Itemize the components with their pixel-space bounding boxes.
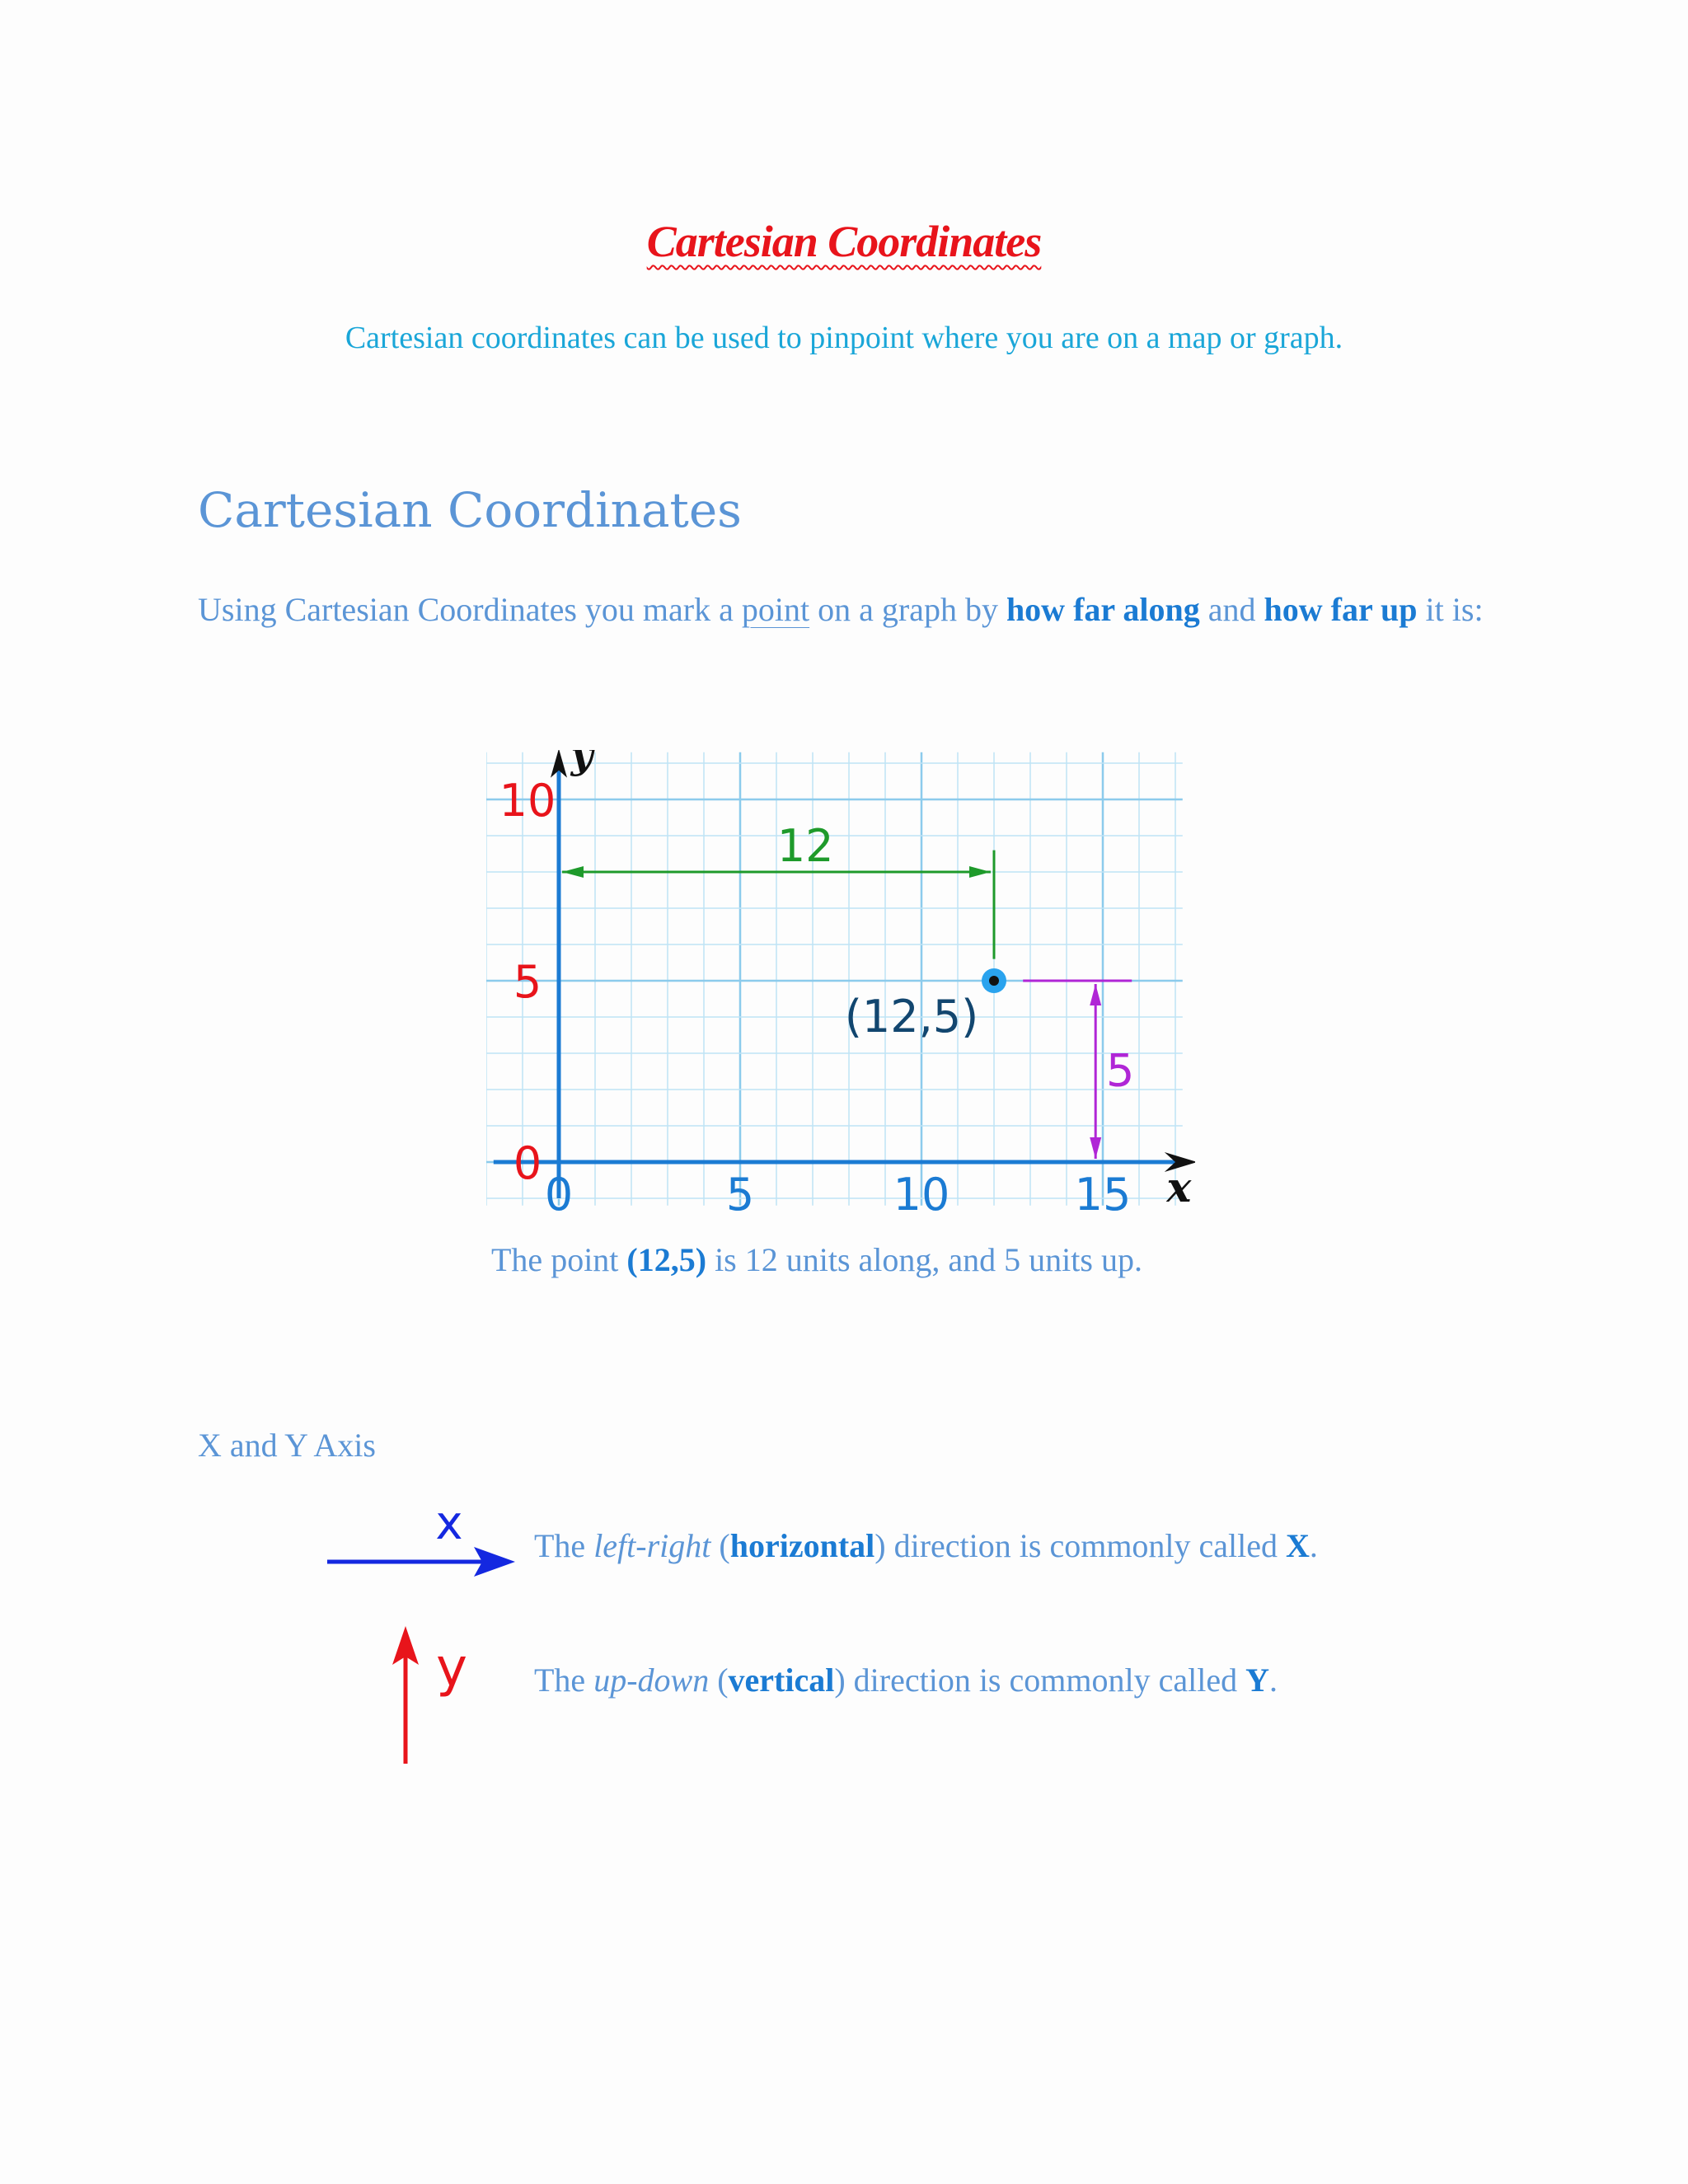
intro-bold-up: how far up [1264,591,1418,628]
along-arrowhead-right [969,866,991,878]
caption-text-2: is 12 units along, and 5 units up. [706,1241,1142,1278]
y-desc-text-1: The [534,1661,594,1699]
axis-heading: X and Y Axis [198,1427,376,1464]
y-desc-text-3: ) direction is commonly called [834,1661,1246,1699]
intro-text-3: and [1199,591,1264,628]
y-tick-label: 0 [513,1137,542,1189]
x-tick-label: 10 [893,1169,950,1221]
x-desc-text-3: ) direction is commonly called [874,1527,1287,1564]
x-tick-label: 5 [725,1169,755,1221]
x-desc-italic: left-right [593,1527,711,1564]
page-subtitle: Cartesian coordinates can be used to pinpoint where you are on a map or graph. [345,321,1343,355]
x-desc-bold: horizontal [729,1527,875,1564]
graph-caption [491,1240,1142,1279]
y-axis-arrow-icon [387,1619,478,1768]
along-arrowhead-left [562,866,584,878]
point-link[interactable]: point [741,591,810,628]
x-desc-text-4: . [1309,1527,1318,1564]
y-tick-label: 10 [499,775,556,827]
x-axis-label: x [1166,1163,1192,1212]
y-desc-text-2: ( [709,1661,729,1699]
coordinate-graph [486,750,1195,1228]
coordinate-graph-svg [486,750,1195,1228]
x-desc-text-2: ( [710,1527,730,1564]
up-arrowhead-bottom [1090,1137,1101,1159]
up-arrowhead-top [1090,984,1101,1005]
intro-text-1: Using Cartesian Coordinates you mark a [198,591,742,628]
y-desc-italic: up-down [593,1661,710,1699]
y-axis-icon-label: y [436,1638,467,1699]
along-distance-label: 12 [776,819,834,872]
x-tick-label: 15 [1074,1169,1132,1221]
x-desc-text-1: The [534,1527,594,1564]
intro-text-2: on a graph by [809,591,1006,628]
section-heading: Cartesian Coordinates [198,482,742,538]
y-desc-bold-y: Y [1245,1661,1269,1699]
x-axis-arrow-icon [326,1504,523,1595]
y-desc-text-4: . [1268,1661,1278,1699]
caption-bold-point: (12,5) [626,1241,707,1278]
caption-text-1: The point [491,1241,627,1278]
x-tick-label: 0 [544,1169,574,1221]
x-axis-icon-label: x [435,1504,463,1550]
data-point-center [989,976,999,986]
y-axis-description [534,1661,1278,1699]
intro-bold-along: how far along [1006,591,1200,628]
y-desc-bold: vertical [728,1661,835,1699]
up-distance-label: 5 [1106,1044,1135,1097]
page-title [0,216,1688,267]
intro-text-4: it is: [1417,591,1484,628]
data-point-label: (12,5) [844,991,979,1043]
x-axis-description [534,1526,1318,1565]
page-title-text: Cartesian Coordinates [646,217,1042,266]
y-tick-label: 5 [513,956,542,1008]
x-desc-bold-x: X [1286,1527,1310,1564]
y-axis-label: y [570,750,593,777]
intro-paragraph [198,581,1484,639]
